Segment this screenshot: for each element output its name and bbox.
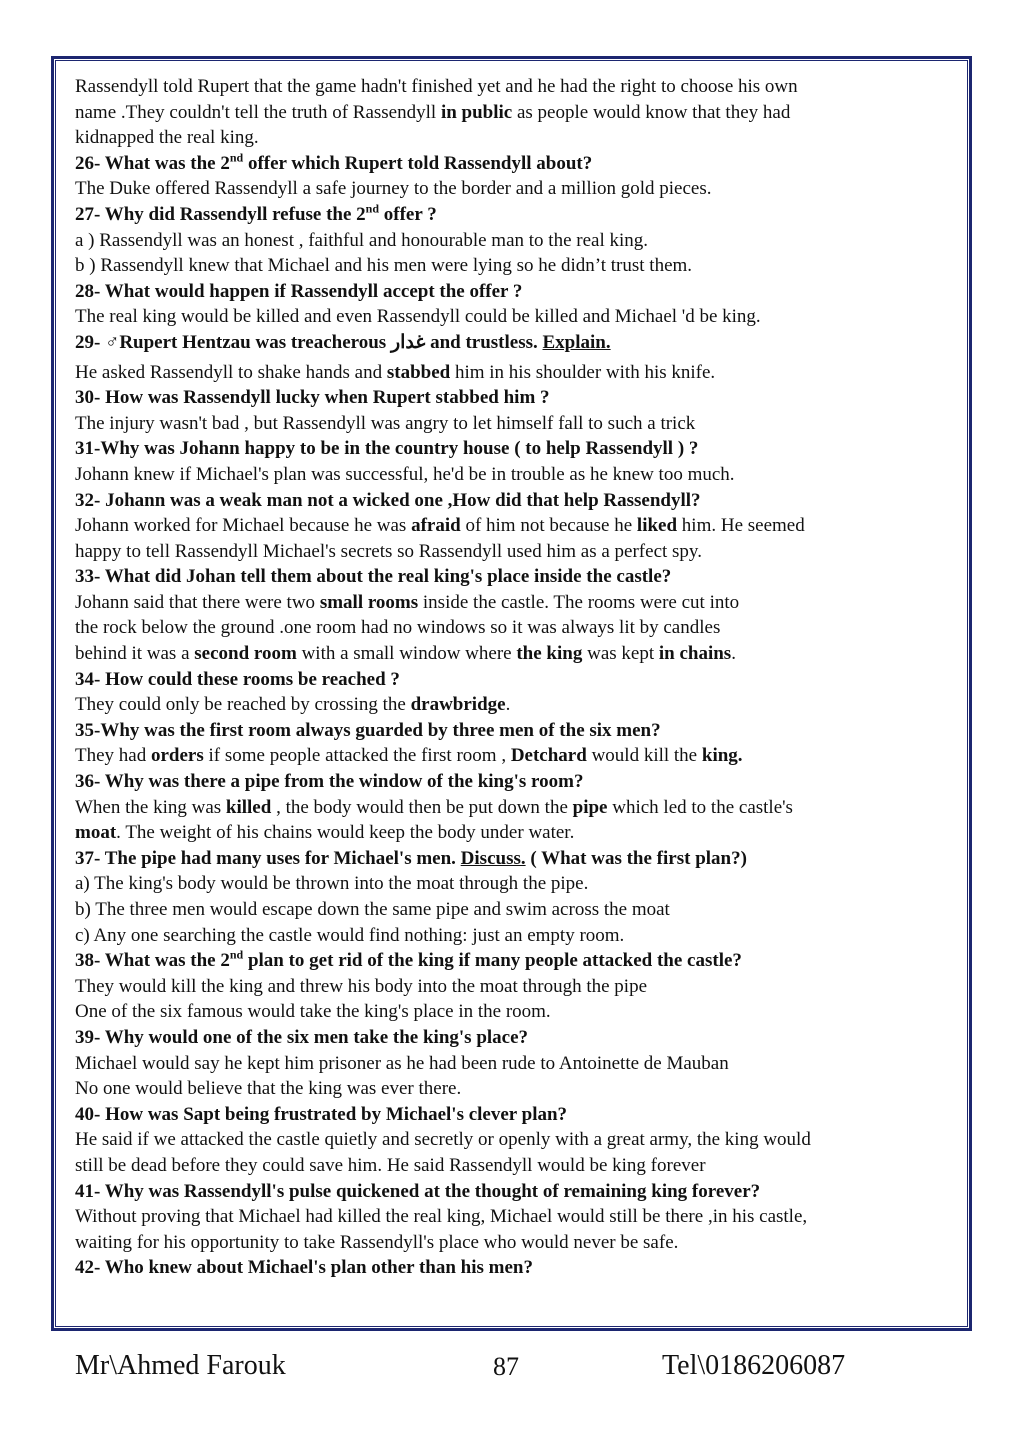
answer-line xyxy=(75,923,955,949)
answer-line xyxy=(75,100,955,126)
text-run: behind it was a xyxy=(75,643,195,665)
bold-term: king. xyxy=(701,745,743,767)
bold-term: pipe xyxy=(572,796,608,818)
answer-line xyxy=(75,1076,955,1102)
answer-line xyxy=(75,253,955,279)
text-run: ( What was the first plan?) xyxy=(525,847,747,869)
text-run: He asked Rassendyll to shake hands and xyxy=(75,361,387,383)
text-run: 36- Why was there a pipe from the window of the king's room? xyxy=(75,771,584,793)
text-block-2 xyxy=(75,360,955,1281)
text-run: him. He seemed xyxy=(677,515,805,537)
document-body xyxy=(75,74,955,1281)
answer-line xyxy=(75,539,955,565)
answer-line xyxy=(75,1230,955,1256)
question-line xyxy=(75,202,955,228)
text-run: a) The king's body would be thrown into the moat through the pipe. xyxy=(75,873,589,895)
text-run: offer ? xyxy=(379,203,437,225)
text-run: 42- Who knew about Michael's plan other than his men? xyxy=(75,1257,534,1279)
bold-term: orders xyxy=(150,745,204,767)
text-run: still be dead before they could save him. He said Rassendyll would be king forever xyxy=(75,1154,706,1176)
bold-term: in public xyxy=(440,101,513,123)
answer-line xyxy=(75,513,955,539)
answer-line xyxy=(75,228,955,254)
text-run: Michael would say he kept him prisoner as he had been rude to Antoinette de Mauban xyxy=(75,1052,729,1074)
text-run: Johann worked for Michael because he was xyxy=(75,515,412,537)
answer-line xyxy=(75,897,955,923)
text-run: 40- How was Sapt being frustrated by Michael's clever plan? xyxy=(75,1103,568,1125)
text-run: 33- What did Johan tell them about the real king's place inside the castle? xyxy=(75,566,672,588)
text-run: . xyxy=(731,643,736,665)
bold-term: Detchard xyxy=(510,745,587,767)
text-run: if some people attacked the first room , xyxy=(203,745,511,767)
text-run: nd xyxy=(229,150,244,165)
text-run: offer which Rupert told Rassendyll about? xyxy=(243,152,593,174)
text-block-1 xyxy=(75,74,955,356)
question-line xyxy=(75,667,955,693)
answer-line xyxy=(75,974,955,1000)
text-run: would kill the xyxy=(586,745,702,767)
bold-term: second room xyxy=(194,643,297,665)
answer-line xyxy=(75,304,955,330)
text-run: 34- How could these rooms be reached ? xyxy=(75,668,400,690)
question-line xyxy=(75,385,955,411)
text-run: The real king would be killed and even Rassendyll could be killed and Michael 'd be king. xyxy=(75,306,761,328)
text-run: 26- What was the 2 xyxy=(75,152,230,174)
text-run: Johann said that there were two xyxy=(75,591,320,613)
text-run: inside the castle. The rooms were cut into xyxy=(418,591,740,613)
question-line xyxy=(75,846,955,872)
answer-line xyxy=(75,411,955,437)
answer-line xyxy=(75,176,955,202)
bold-term: in chains xyxy=(658,643,732,665)
question-line xyxy=(75,1102,955,1128)
question-line xyxy=(75,488,955,514)
bold-term: killed xyxy=(225,796,272,818)
question-line xyxy=(75,1255,955,1281)
text-run: Johann knew if Michael's plan was successful, he'd be in trouble as he knew too much. xyxy=(75,463,735,485)
text-run: They had xyxy=(75,745,151,767)
answer-line xyxy=(75,590,955,616)
text-run: which led to the castle's xyxy=(607,796,793,818)
answer-line xyxy=(75,999,955,1025)
answer-line xyxy=(75,615,955,641)
text-run: Without proving that Michael had killed the real king, Michael would still be there ,in his castle, xyxy=(75,1206,808,1228)
text-run: 41- Why was Rassendyll's pulse quickened at the thought of remaining king forever? xyxy=(75,1180,761,1202)
question-line xyxy=(75,1025,955,1051)
answer-line xyxy=(75,462,955,488)
author-name: Mr\Ahmed Farouk xyxy=(75,1350,286,1381)
text-run: nd xyxy=(365,201,380,216)
text-run: , the body would then be put down the xyxy=(271,796,573,818)
text-run: b) The three men would escape down the same pipe and swim across the moat xyxy=(75,899,670,920)
answer-line xyxy=(75,1153,955,1179)
text-run: Rassendyll told Rupert that the game hadn't finished yet and he had the right to choose his own xyxy=(75,76,798,97)
underlined-term: Explain. xyxy=(542,331,611,353)
text-run: 30- How was Rassendyll lucky when Rupert stabbed him ? xyxy=(75,387,550,409)
text-run: He said if we attacked the castle quietly and secretly or openly with a great army, the king would xyxy=(75,1129,811,1151)
bold-term: drawbridge xyxy=(410,694,506,716)
text-run: 29- ♂Rupert Hentzau was treacherous غدار and trustless. xyxy=(75,331,543,353)
answer-line xyxy=(75,743,955,769)
text-run: as people would know that they had xyxy=(512,101,791,123)
text-run: They could only be reached by crossing the xyxy=(75,694,411,716)
text-run: with a small window where xyxy=(296,643,517,665)
answer-line xyxy=(75,74,955,100)
text-run: b ) Rassendyll knew that Michael and his men were lying so he didn’t trust them. xyxy=(75,255,693,277)
text-run: nd xyxy=(229,947,244,962)
text-run: The injury wasn't bad , but Rassendyll was angry to let himself fall to such a trick xyxy=(75,412,696,434)
answer-line xyxy=(75,125,955,151)
text-run: c) Any one searching the castle would find nothing: just an empty room. xyxy=(75,924,625,946)
question-line xyxy=(75,718,955,744)
question-line xyxy=(75,151,955,177)
text-run: 39- Why would one of the six men take the king's place? xyxy=(75,1026,529,1048)
answer-line xyxy=(75,871,955,897)
bold-term: small rooms xyxy=(319,591,419,613)
text-run: happy to tell Rassendyll Michael's secrets so Rassendyll used him as a perfect spy. xyxy=(75,540,702,562)
question-line xyxy=(75,769,955,795)
question-line xyxy=(75,948,955,974)
text-run: The Duke offered Rassendyll a safe journey to the border and a million gold pieces. xyxy=(75,178,712,200)
text-run: One of the six famous would take the king's place in the room. xyxy=(75,1001,551,1023)
text-run: plan to get rid of the king if many people attacked the castle? xyxy=(243,950,742,972)
text-run: waiting for his opportunity to take Rassendyll's place who would never be safe. xyxy=(75,1231,679,1253)
bold-term: liked xyxy=(636,515,678,537)
text-run: of him not because he xyxy=(460,515,637,537)
answer-line xyxy=(75,1051,955,1077)
text-run: a ) Rassendyll was an honest , faithful and honourable man to the real king. xyxy=(75,229,649,251)
text-run: They would kill the king and threw his body into the moat through the pipe xyxy=(75,975,648,997)
text-run: was kept xyxy=(582,643,659,665)
bold-term: the king xyxy=(516,643,583,665)
bold-term: moat xyxy=(75,822,117,844)
answer-line xyxy=(75,820,955,846)
text-run: . xyxy=(505,694,511,716)
underlined-term: Discuss. xyxy=(460,847,526,869)
text-run: name .They couldn't tell the truth of Rassendyll xyxy=(75,101,441,123)
text-run: When the king was xyxy=(75,796,226,818)
bold-term: afraid xyxy=(411,515,461,537)
text-run: 28- What would happen if Rassendyll accept the offer ? xyxy=(75,280,523,302)
answer-line xyxy=(75,795,955,821)
question-line xyxy=(75,330,955,356)
answer-line xyxy=(75,641,955,667)
telephone: Tel\0186206087 xyxy=(662,1350,846,1381)
page-number: 87 xyxy=(493,1352,519,1381)
text-run: 31-Why was Johann happy to be in the country house ( to help Rassendyll ) ? xyxy=(75,438,699,460)
text-run: 37- The pipe had many uses for Michael's men. xyxy=(75,847,461,869)
question-line xyxy=(75,279,955,305)
text-run: 27- Why did Rassendyll refuse the 2 xyxy=(75,203,366,225)
answer-line xyxy=(75,1127,955,1153)
answer-line xyxy=(75,692,955,718)
question-line xyxy=(75,1179,955,1205)
question-line xyxy=(75,564,955,590)
text-run: 32- Johann was a weak man not a wicked one ,How did that help Rassendyll? xyxy=(75,489,701,511)
bold-term: stabbed xyxy=(386,361,451,383)
text-run: 35-Why was the first room always guarded by three men of the six men? xyxy=(75,719,661,741)
text-run: kidnapped the real king. xyxy=(75,127,259,149)
page-footer xyxy=(0,1350,1024,1390)
answer-line xyxy=(75,1204,955,1230)
text-run: him in his shoulder with his knife. xyxy=(450,361,716,383)
question-line xyxy=(75,436,955,462)
text-run: . The weight of his chains would keep the body under water. xyxy=(116,822,575,844)
text-run: No one would believe that the king was ever there. xyxy=(75,1078,462,1100)
text-run: 38- What was the 2 xyxy=(75,950,230,972)
answer-line xyxy=(75,360,955,386)
text-run: the rock below the ground .one room had no windows so it was always lit by candles xyxy=(75,617,721,639)
